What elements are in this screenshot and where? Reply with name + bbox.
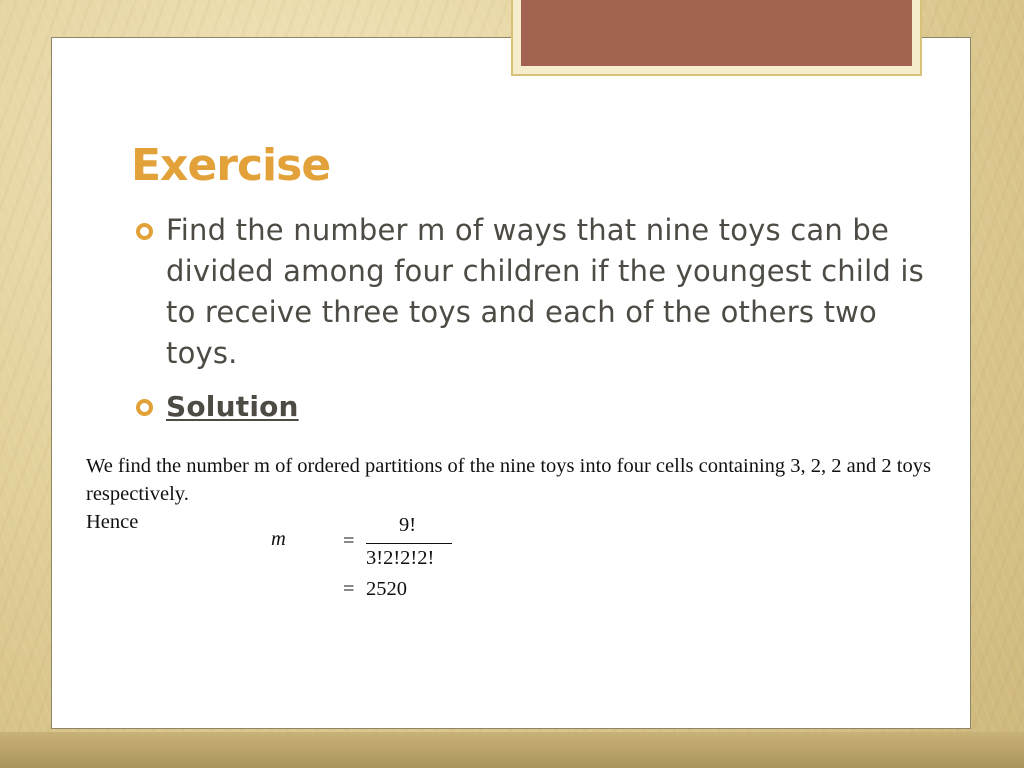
solution-text: We find the number m of ordered partitions of the nine toys into four cells containing 3, 2, 2 and 2 toys respectively. — [86, 455, 931, 505]
slide-title: Exercise — [131, 140, 331, 191]
hence-label: Hence — [86, 511, 139, 533]
result-equals-sign: = — [343, 578, 355, 600]
accent-frame — [511, 0, 922, 76]
equation-result: 2520 — [366, 578, 407, 600]
fraction-numerator: 9! — [399, 514, 417, 536]
fraction-bar — [366, 543, 452, 544]
bullet-item-solution[interactable] — [134, 386, 934, 427]
accent-bar — [521, 0, 912, 66]
ring-bullet-icon — [136, 223, 153, 240]
bullet-list — [134, 210, 934, 427]
problem-text: Find the number m of ways that nine toys can be divided among four children if the youngest child is to receive three toys and each of the others two toys. — [166, 213, 924, 370]
ring-bullet-icon — [136, 399, 153, 416]
bottom-band — [0, 732, 1024, 768]
bullet-item-problem — [134, 210, 934, 374]
equation-variable: m — [271, 528, 286, 550]
equation-equals-sign: = — [343, 530, 355, 552]
solution-link[interactable]: Solution — [166, 390, 299, 423]
fraction-denominator: 3!2!2!2! — [366, 547, 435, 569]
